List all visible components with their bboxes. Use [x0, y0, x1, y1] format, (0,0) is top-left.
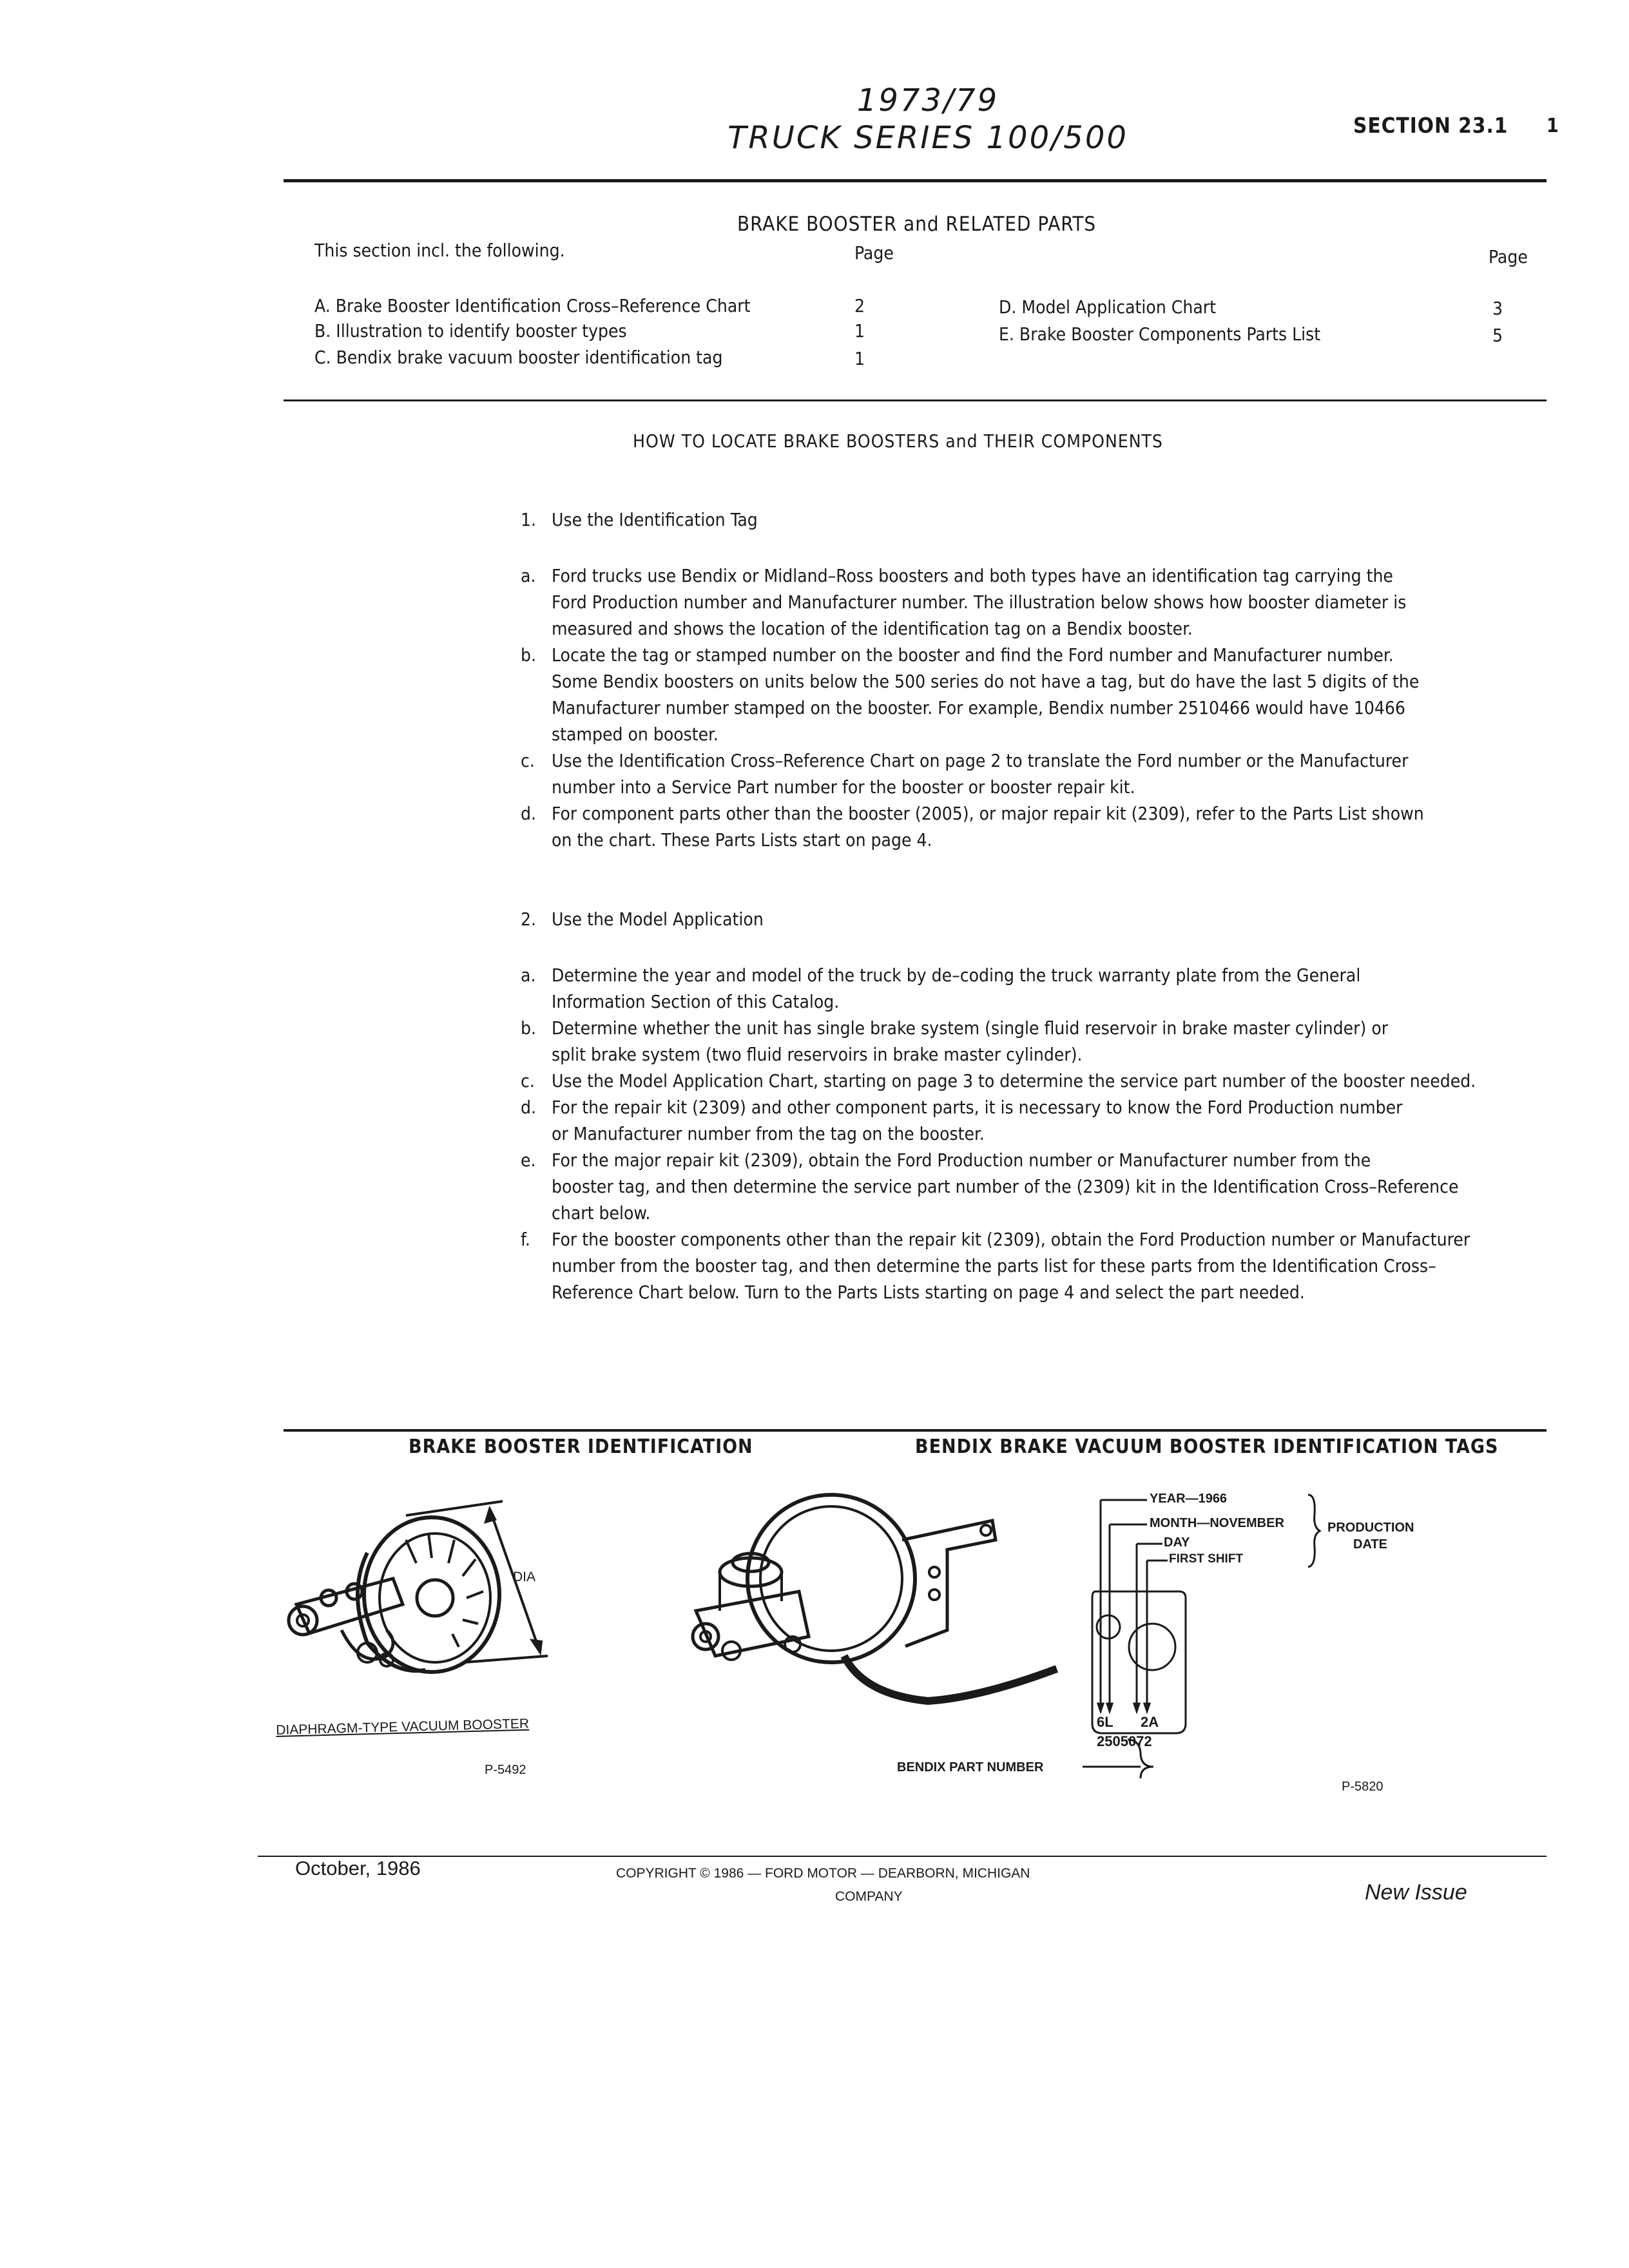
header-rule [284, 179, 1547, 182]
item-line: on the chart. These Parts Lists start on page 4. [552, 829, 932, 850]
item-line: Use the Identification Cross–Reference Chart on page 2 to translate the Ford number or the Manufacturer [552, 750, 1409, 771]
toc-item-a-page: 2 [854, 295, 865, 316]
item-line: Ford trucks use Bendix or Midland–Ross boosters and both types have an identification tag carrying the [552, 565, 1393, 586]
toc-item-e[interactable]: E. Brake Booster Components Parts List [999, 323, 1321, 345]
toc-item-b[interactable]: B. Illustration to identify booster types [314, 320, 627, 341]
figure-right-caption: BENDIX BRAKE VACUUM BOOSTER IDENTIFICATION TAGS [915, 1436, 1499, 1458]
toc-item-c[interactable]: C. Bendix brake vacuum booster identification tag [314, 347, 723, 368]
item-letter: d. [521, 1097, 536, 1118]
tag-year-label: YEAR—1966 [1150, 1492, 1228, 1506]
page-number: 1 [1547, 115, 1559, 137]
tag-serial-number: 2505072 [1097, 1733, 1152, 1749]
item-line: measured and shows the location of the identification tag on a Bendix booster. [552, 618, 1193, 639]
tag-month-label: MONTH—NOVEMBER [1150, 1516, 1284, 1530]
item-letter: a. [521, 965, 536, 986]
toc-page-label-right: Page [1489, 246, 1528, 267]
item-letter: e. [521, 1149, 536, 1171]
toc-item-d-page: 3 [1492, 298, 1503, 319]
item-letter: f. [521, 1229, 530, 1250]
footer-company: COMPANY [835, 1889, 903, 1904]
item-line: split brake system (two fluid reservoirs in brake master cylinder). [552, 1044, 1083, 1065]
toc-page-label-left: Page [854, 242, 894, 264]
item-line: Reference Chart below. Turn to the Parts Lists starting on page 4 and select the part needed. [552, 1282, 1305, 1303]
document-title-series: TRUCK SERIES 100/500 [728, 120, 1128, 156]
figure-left-caption: BRAKE BOOSTER IDENTIFICATION [409, 1436, 753, 1458]
item-letter: d. [521, 803, 536, 824]
item-line: booster tag, and then determine the service part number of the (2309) kit in the Identification Cross–Reference [552, 1176, 1459, 1197]
production-label: PRODUCTION [1327, 1521, 1414, 1535]
item-line: Use the Model Application Chart, starting on page 3 to determine the service part number of the booster needed. [552, 1070, 1476, 1091]
footer-rule [258, 1856, 1547, 1857]
toc-item-c-page: 1 [854, 348, 865, 369]
footer-date: October, 1986 [295, 1857, 421, 1879]
step-1-number: 1. [521, 509, 537, 530]
figure-rule [284, 1429, 1547, 1432]
item-line: Determine the year and model of the truck by de–coding the truck warranty plate from the General [552, 965, 1361, 986]
item-line: number from the booster tag, and then determine the parts list for these parts from the Identification Cross– [552, 1255, 1436, 1276]
step-2-title: Use the Model Application [552, 908, 764, 930]
tag-shift-label: FIRST SHIFT [1169, 1552, 1244, 1566]
item-line: Information Section of this Catalog. [552, 991, 840, 1012]
tag-code-right: 2A [1141, 1714, 1159, 1730]
item-letter: b. [521, 644, 536, 666]
document-title-years: 1973/79 [856, 82, 999, 119]
toc-item-b-page: 1 [854, 320, 865, 341]
step-2-number: 2. [521, 908, 537, 930]
item-letter: b. [521, 1017, 536, 1039]
howto-heading: HOW TO LOCATE BRAKE BOOSTERS and THEIR COMPONENTS [633, 430, 1163, 452]
item-line: number into a Service Part number for the booster or booster repair kit. [552, 776, 1135, 798]
item-line: Locate the tag or stamped number on the booster and find the Ford number and Manufacturer number. [552, 644, 1394, 666]
tag-code-left: 6L [1097, 1714, 1113, 1730]
item-line: Determine whether the unit has single brake system (single fluid reservoir in brake master cylinder) or [552, 1017, 1389, 1039]
vacuum-booster-illustration [271, 1482, 580, 1740]
item-letter: c. [521, 750, 535, 771]
bendix-part-number-label: BENDIX PART NUMBER [897, 1760, 1044, 1774]
footer-copyright: COPYRIGHT © 1986 — FORD MOTOR — DEARBORN, MICHIGAN [616, 1866, 1030, 1881]
toc-rule [284, 399, 1547, 401]
item-line: chart below. [552, 1202, 651, 1224]
booster-type-caption: DIAPHRAGM-TYPE VACUUM BOOSTER [276, 1716, 530, 1738]
toc-item-a[interactable]: A. Brake Booster Identification Cross–Reference Chart [314, 295, 751, 316]
step-1-title: Use the Identification Tag [552, 509, 758, 530]
footer-issue: New Issue [1365, 1880, 1467, 1905]
item-line: For the repair kit (2309) and other component parts, it is necessary to know the Ford Production number [552, 1097, 1403, 1118]
item-letter: c. [521, 1070, 535, 1091]
bendix-booster-illustration [670, 1482, 1083, 1740]
dimension-label: DIA [513, 1570, 536, 1584]
item-line: stamped on booster. [552, 724, 718, 745]
item-line: Manufacturer number stamped on the booster. For example, Bendix number 2510466 would have 10466 [552, 697, 1405, 718]
item-line: For the booster components other than the repair kit (2309), obtain the Ford Production number or Manufacturer [552, 1229, 1470, 1250]
toc-item-e-page: 5 [1492, 325, 1503, 346]
figure-right-ref: P-5820 [1342, 1780, 1383, 1794]
tag-day-label: DAY [1164, 1535, 1190, 1550]
item-line: For component parts other than the booster (2005), or major repair kit (2309), refer to the Parts List shown [552, 803, 1424, 824]
item-line: Ford Production number and Manufacturer number. The illustration below shows how booster diameter is [552, 591, 1407, 613]
date-label: DATE [1353, 1537, 1387, 1552]
figure-left-ref: P-5492 [485, 1763, 526, 1777]
toc-intro: This section incl. the following. [314, 240, 565, 261]
item-line: Some Bendix boosters on units below the 500 series do not have a tag, but do have the last 5 digits of the [552, 671, 1420, 692]
section-number: SECTION 23.1 [1353, 113, 1509, 138]
toc-heading: BRAKE BOOSTER and RELATED PARTS [737, 213, 1097, 236]
item-letter: a. [521, 565, 536, 586]
item-line: For the major repair kit (2309), obtain the Ford Production number or Manufacturer number from the [552, 1149, 1371, 1171]
item-line: or Manufacturer number from the tag on the booster. [552, 1123, 985, 1144]
toc-item-d[interactable]: D. Model Application Chart [999, 296, 1217, 318]
